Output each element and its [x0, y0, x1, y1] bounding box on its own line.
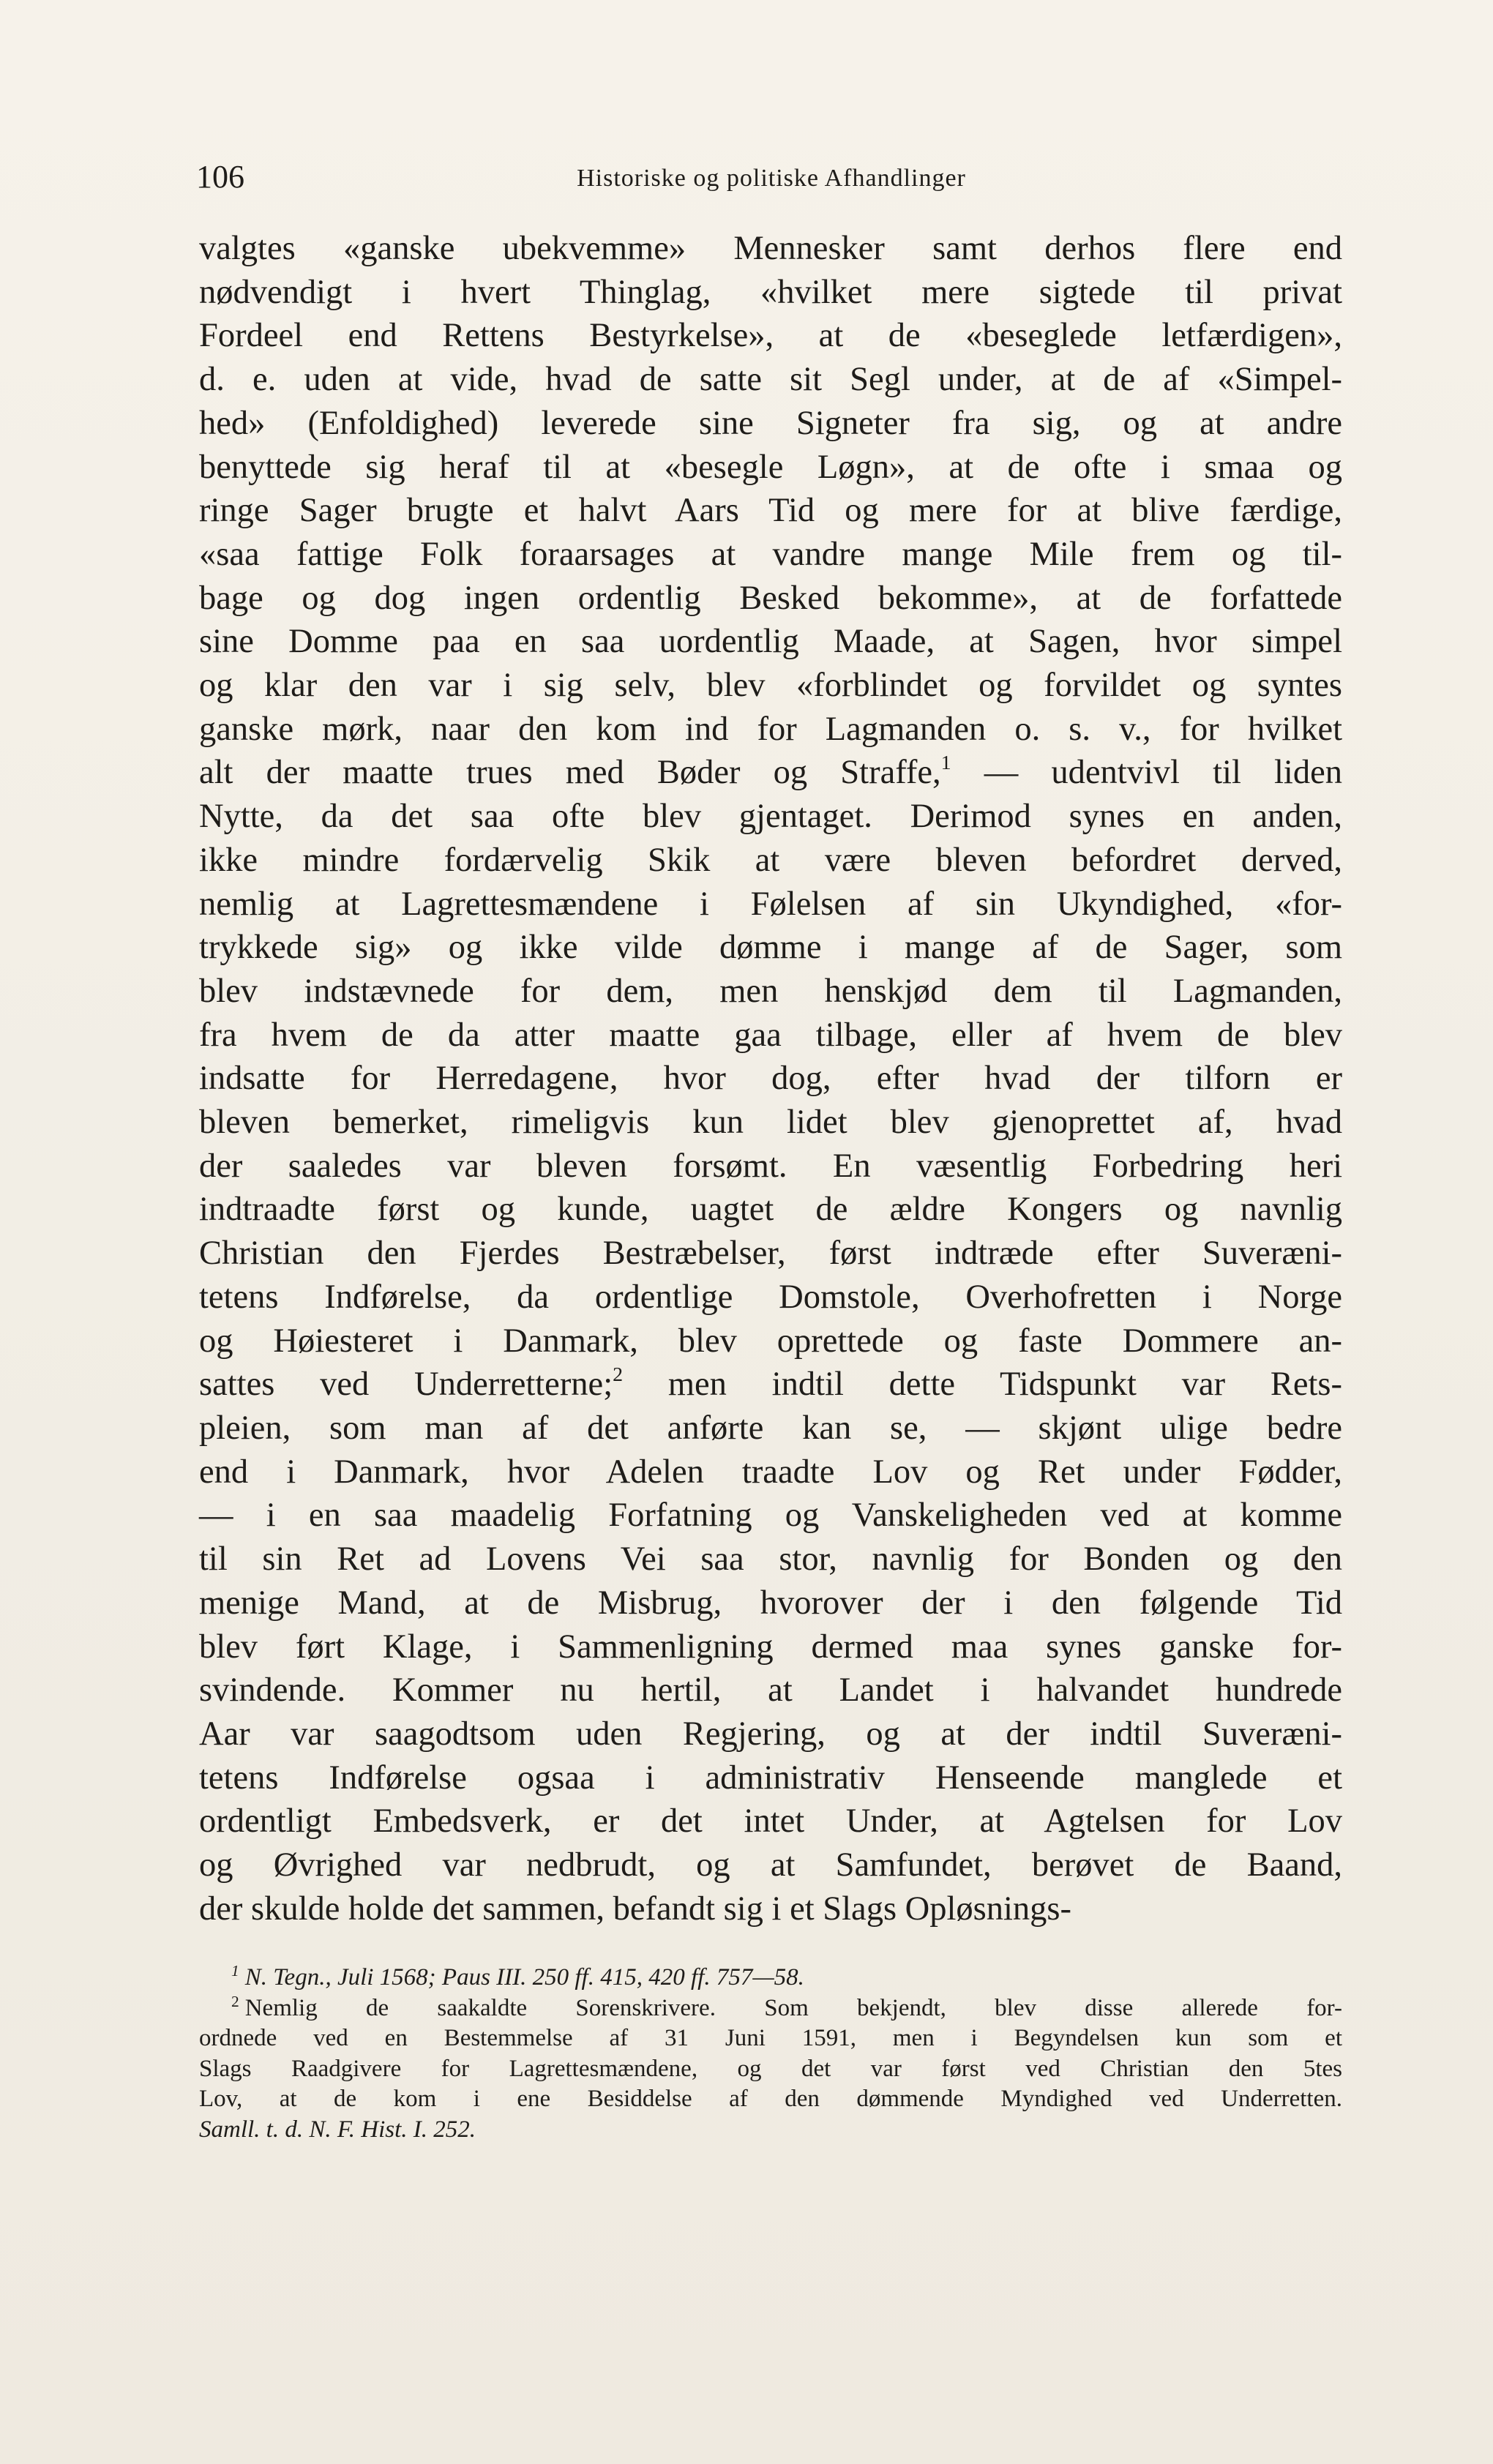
footnote-2-line: Lov, at de kom i ene Besiddelse af den dømmende Myndighed ved Underretten. [199, 2086, 1342, 2112]
text-line: og Øvrighed var nedbrudt, og at Samfundet, berøvet de Baand, [199, 1846, 1342, 1884]
text-line: blev ført Klage, i Sammenligning dermed maa synes ganske for- [199, 1628, 1342, 1666]
text-line: og klar den var i sig selv, blev «forblindet og forvildet og syntes [199, 667, 1342, 705]
text-segment: alt der maatte trues med Bøder og Straffe, [199, 754, 941, 792]
text-segment: — udentvivl til liden [951, 754, 1342, 792]
footnote-2-line: Slags Raadgivere for Lagrettesmændene, og det var først ved Christian den 5tes [199, 2055, 1342, 2082]
text-line: trykkede sig» og ikke vilde dømme i mange af de Sager, som [199, 929, 1342, 967]
footnotes [199, 1963, 1342, 2145]
text-line: fra hvem de da atter maatte gaa tilbage, eller af hvem de blev [199, 1016, 1342, 1054]
text-line: sine Domme paa en saa uordentlig Maade, at Sagen, hvor simpel [199, 623, 1342, 661]
text-line: menige Mand, at de Misbrug, hvorover der i den følgende Tid [199, 1584, 1342, 1622]
running-head: Historiske og politiske Afhandlinger [577, 165, 966, 192]
text-line: nemlig at Lagrettesmændene i Følelsen af sin Ukyndighed, «for- [199, 885, 1342, 923]
text-line: og Høiesteret i Danmark, blev oprettede og faste Dommere an- [199, 1322, 1342, 1360]
text-line: indsatte for Herredagene, hvor dog, efter hvad der tilforn er [199, 1060, 1342, 1098]
footnote-ref-1: 1 [940, 752, 951, 775]
text-line: Nytte, da det saa ofte blev gjentaget. Derimod synes en anden, [199, 798, 1342, 836]
text-line: ringe Sager brugte et halvt Aars Tid og mere for at blive færdige, [199, 492, 1342, 530]
text-line: ganske mørk, naar den kom ind for Lagmanden o. s. v., for hvilket [199, 710, 1342, 748]
text-line: til sin Ret ad Lovens Vei saa stor, navnlig for Bonden og den [199, 1540, 1342, 1579]
text-line: d. e. uden at vide, hvad de satte sit Segl under, at de af «Simpel- [199, 361, 1342, 399]
footnote-1 [199, 1963, 1342, 1993]
text-line: ordentligt Embedsverk, er det intet Under, at Agtelsen for Lov [199, 1802, 1342, 1840]
footnote-ref-2: 2 [613, 1363, 624, 1386]
text-line: indtraadte først og kunde, uagtet de ældre Kongers og navnlig [199, 1191, 1342, 1229]
footnote-2-line: ordnede ved en Bestemmelse af 31 Juni 1591, men i Begyndelsen kun som et [199, 2025, 1342, 2051]
text-segment: men indtil dette Tidspunkt var Rets- [623, 1366, 1342, 1404]
text-line-with-footnote-ref [199, 751, 1342, 795]
text-line: Aar var saagodtsom uden Regjering, og at der indtil Suveræni- [199, 1715, 1342, 1753]
footnote-2-line [199, 1993, 1342, 2024]
footnote-mark: 1 [231, 1962, 239, 1980]
text-line: der saaledes var bleven forsømt. En væsentlig Forbedring heri [199, 1147, 1342, 1185]
text-line: svindende. Kommer nu hertil, at Landet i halvandet hundrede [199, 1671, 1342, 1710]
text-line: bage og dog ingen ordentlig Besked bekomme», at de forfattede [199, 579, 1342, 617]
text-line: pleien, som man af det anførte kan se, — skjønt ulige bedre [199, 1409, 1342, 1447]
text-line: «saa fattige Folk foraarsages at vandre mange Mile frem og til- [199, 535, 1342, 573]
text-line: blev indstævnede for dem, men henskjød dem til Lagmanden, [199, 972, 1342, 1010]
text-line: tetens Indførelse, da ordentlige Domstole, Overhofretten i Norge [199, 1278, 1342, 1316]
footnote-text: Nemlig de saakaldte Sorenskrivere. Som bekjendt, blev disse allerede for- [244, 1994, 1342, 2021]
text-line: Fordeel end Rettens Bestyrkelse», at de «beseglede letfærdigen», [199, 317, 1342, 355]
page-number: 106 [196, 159, 244, 195]
text-line: tetens Indførelse ogsaa i administrativ Henseende manglede et [199, 1759, 1342, 1797]
page-header [196, 155, 1347, 199]
footnote-2-line: Samll. t. d. N. F. Hist. I. 252. [199, 2116, 476, 2143]
text-line-with-footnote-ref [199, 1363, 1342, 1407]
text-line: benyttede sig heraf til at «besegle Løgn», at de ofte i smaa og [199, 448, 1342, 486]
text-line: — i en saa maadelig Forfatning og Vanskeligheden ved at komme [199, 1497, 1342, 1535]
footnote-mark: 2 [231, 1992, 239, 2010]
text-line: valgtes «ganske ubekvemme» Mennesker samt derhos flere end [199, 230, 1342, 267]
text-line: der skulde holde det sammen, befandt sig i et Slags Opløsnings- [199, 1890, 1072, 1928]
text-line: hed» (Enfoldighed) leverede sine Signeter fra sig, og at andre [199, 404, 1342, 442]
text-line: Christian den Fjerdes Bestræbelser, først indtræde efter Suveræni- [199, 1235, 1342, 1273]
body-text [199, 227, 1342, 1931]
text-line: ikke mindre fordærvelig Skik at være bleven befordret derved, [199, 841, 1342, 879]
text-line: nødvendigt i hvert Thinglag, «hvilket mere sigtede til privat [199, 273, 1342, 311]
footnote-text: N. Tegn., Juli 1568; Paus III. 250 ff. 415, 420 ff. 757—58. [244, 1964, 804, 1991]
text-line: bleven bemerket, rimeligvis kun lidet blev gjenoprettet af, hvad [199, 1104, 1342, 1142]
text-segment: sattes ved Underretterne; [199, 1366, 613, 1404]
text-line: end i Danmark, hvor Adelen traadte Lov og Ret under Fødder, [199, 1453, 1342, 1491]
